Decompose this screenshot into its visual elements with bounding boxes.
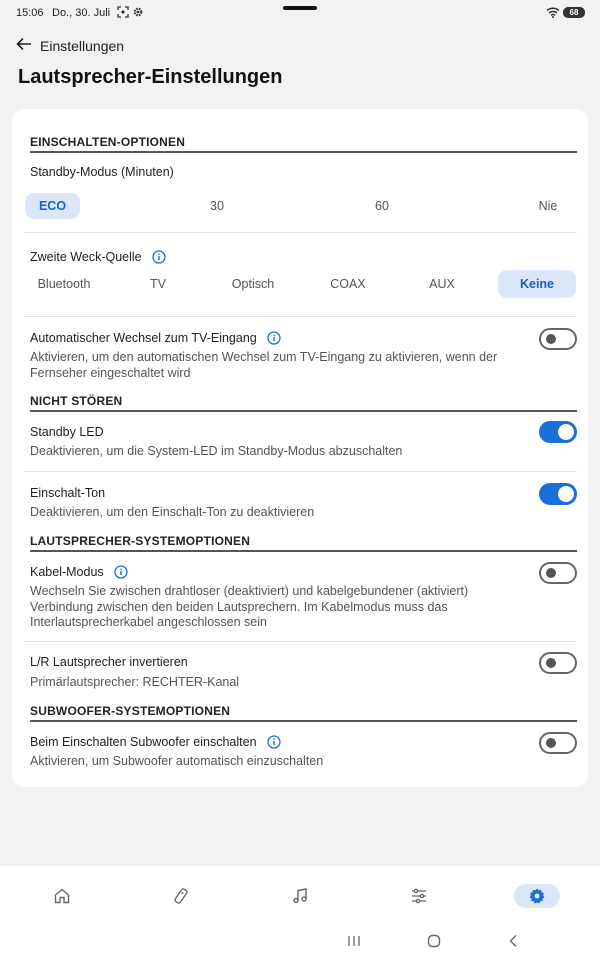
section-header-speaker-system: LAUTSPRECHER-SYSTEMOPTIONEN [30,534,577,552]
status-bar [0,0,600,26]
divider [24,471,577,472]
toggle-knob [546,568,556,578]
back-nav-icon[interactable] [507,934,519,953]
lr-invert-description: Primärlautsprecher: RECHTER-Kanal [30,675,240,689]
arrow-left-icon [16,37,32,56]
standby-led-toggle[interactable] [539,421,577,443]
divider [24,232,577,233]
lr-invert-toggle[interactable] [539,652,577,674]
toggle-knob [546,738,556,748]
wifi-icon [546,6,560,21]
status-time: 15:06 [16,7,44,19]
lr-invert-title: L/R Lautsprecher invertieren [30,655,188,669]
gear-status-icon [132,6,144,21]
standby-option-nie[interactable]: Nie [538,199,558,213]
cable-mode-title: Kabel-Modus [30,565,128,579]
section-header-subwoofer: SUBWOOFER-SYSTEMOPTIONEN [30,704,577,722]
info-icon[interactable] [114,565,128,579]
auto-tv-description: Aktivieren, um den automatischen Wechsel zum TV-Eingang zu aktivieren, wenn der Fernseher eingeschaltet wird [30,350,498,380]
battery-icon: 68 [563,7,585,18]
settings-icon[interactable] [514,884,560,908]
wake-option-keine[interactable]: Keine [498,270,576,298]
toggle-knob [546,334,556,344]
wake-option-optisch[interactable]: Optisch [231,277,275,291]
toggle-knob [558,424,574,440]
power-tone-title: Einschalt-Ton [30,486,106,500]
equalizer-icon[interactable] [396,884,442,908]
back-label: Einstellungen [40,38,125,54]
divider [24,641,577,642]
wake-source-label: Zweite Weck-Quelle [30,250,166,264]
auto-sub-toggle[interactable] [539,732,577,754]
info-icon[interactable] [267,735,281,749]
status-date: Do., 30. Juli [52,7,111,19]
back-button[interactable] [16,36,124,56]
auto-sub-description: Aktivieren, um Subwoofer automatisch einzuschalten [30,754,324,768]
home-icon[interactable] [39,884,85,908]
standby-option-30[interactable]: 30 [210,199,224,213]
standby-led-description: Deaktivieren, um die System-LED im Standby-Modus abzuschalten [30,444,403,458]
toggle-knob [558,486,574,502]
info-icon[interactable] [152,250,166,264]
standby-option-60[interactable]: 60 [375,199,389,213]
toggle-knob [546,658,556,668]
bottom-navigation [0,866,600,924]
status-handle [283,6,317,10]
wake-option-coax[interactable]: COAX [330,277,366,291]
standby-led-title: Standby LED [30,425,104,439]
home-button-icon[interactable] [427,934,441,953]
wake-option-tv[interactable]: TV [150,277,166,291]
standby-option-eco[interactable]: ECO [25,193,80,219]
section-header-power-on: EINSCHALTEN-OPTIONEN [30,135,577,153]
cable-mode-description: Wechseln Sie zwischen drahtloser (deaktiviert) und kabelgebundener (aktiviert) Verbindung zwischen den beiden Lautsprechern. Im Kabelmodus muss das Interlautsprecherkabel angeschlossen sein [30,584,469,629]
page-title: Lautsprecher-Einstellungen [18,66,283,88]
auto-tv-title: Automatischer Wechsel zum TV-Eingang [30,331,281,345]
info-icon[interactable] [267,331,281,345]
auto-sub-title: Beim Einschalten Subwoofer einschalten [30,735,281,749]
power-tone-description: Deaktivieren, um den Einschalt-Ton zu deaktivieren [30,505,315,519]
wake-option-aux[interactable]: AUX [429,277,455,291]
cable-mode-toggle[interactable] [539,562,577,584]
wake-option-bluetooth[interactable]: Bluetooth [37,277,91,291]
remote-icon[interactable] [158,884,204,908]
recent-apps-icon[interactable] [346,934,362,953]
power-tone-toggle[interactable] [539,483,577,505]
section-header-dnd: NICHT STÖREN [30,394,577,412]
auto-tv-toggle[interactable] [539,328,577,350]
divider [24,316,577,317]
standby-mode-label: Standby-Modus (Minuten) [30,165,174,179]
screenshot-icon [117,6,129,21]
music-icon[interactable] [277,884,323,908]
system-navigation [0,924,600,960]
